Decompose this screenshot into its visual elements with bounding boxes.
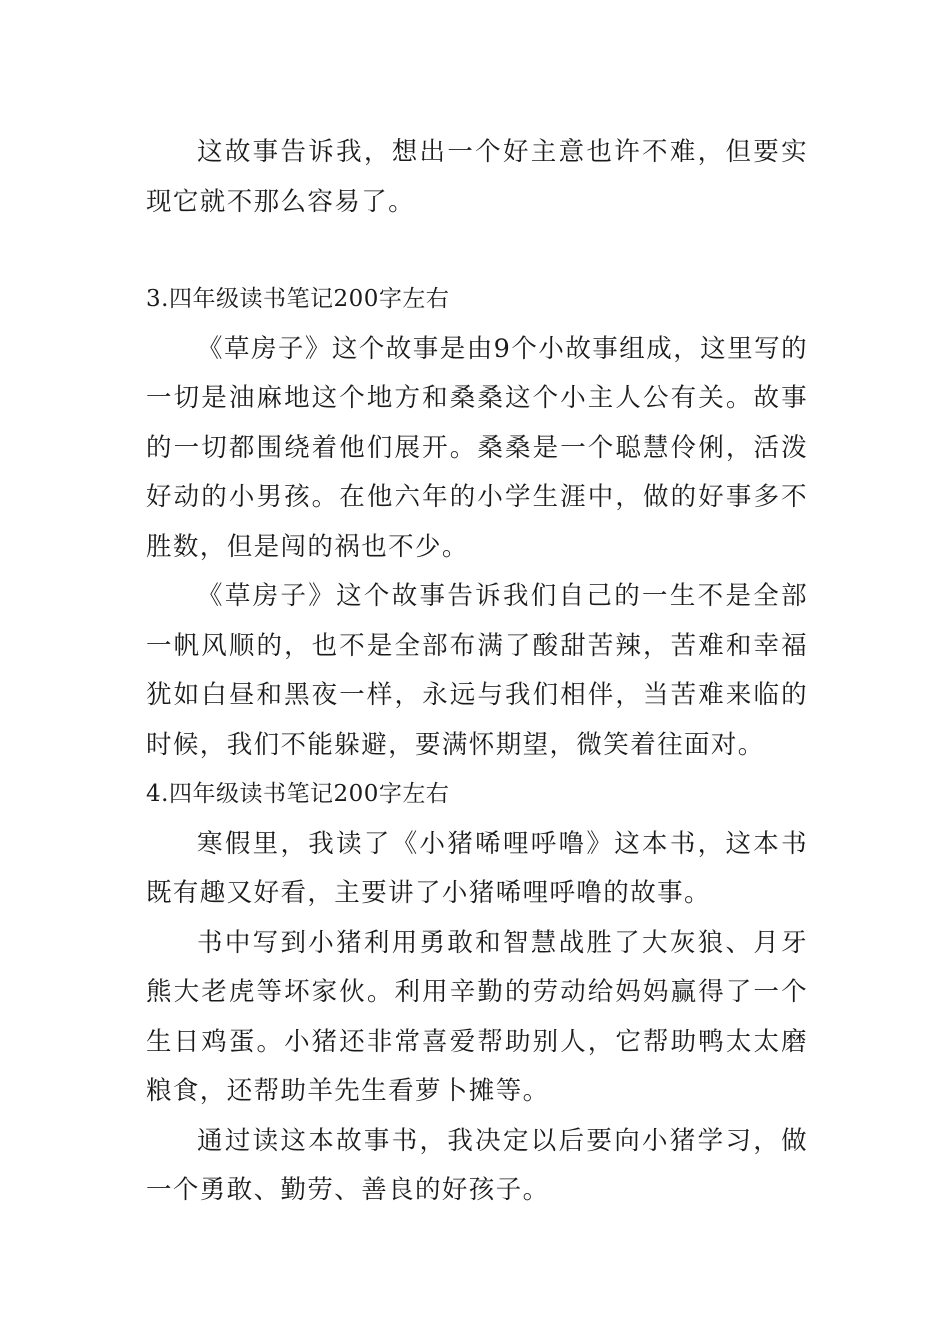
section-heading-4: 4.四年级读书笔记200字左右: [146, 781, 450, 807]
paragraph-cao-fangzi-intro: 《草房子》这个故事是由9个小故事组成，这里写的一切是油麻地这个地方和桑桑这个小主人公有关。故事的一切都围绕着他们展开。桑桑是一个聪慧伶俐，活泼好动的小男孩。在他六年的小学生涯中，做的好事多不胜数，但是闯的祸也不少。: [146, 333, 808, 562]
paragraph-piglet-intro: 寒假里，我读了《小猪唏哩呼噜》这本书，这本书既有趣又好看，主要讲了小猪唏哩呼噜的故事。: [146, 828, 808, 908]
section-gap: [146, 227, 808, 275]
paragraph-story-moral: 这故事告诉我，想出一个好主意也许不难，但要实现它就不那么容易了。: [146, 137, 808, 217]
section-heading-3: 3.四年级读书笔记200字左右: [146, 286, 450, 312]
paragraph-cao-fangzi-reflection: 《草房子》这个故事告诉我们自己的一生不是全部一帆风顺的，也不是全部布满了酸甜苦辣，苦难和幸福犹如白昼和黑夜一样，永远与我们相伴，当苦难来临的时候，我们不能躲避，要满怀期望，微笑着往面对。: [146, 581, 808, 760]
paragraph-piglet-conclusion: 通过读这本故事书，我决定以后要向小猪学习，做一个勇敢、勤劳、善良的好孩子。: [146, 1125, 808, 1205]
document-page: [146, 128, 808, 1216]
paragraph-piglet-deeds: 书中写到小猪利用勇敢和智慧战胜了大灰狼、月牙熊大老虎等坏家伙。利用辛勤的劳动给妈妈赢得了一个生日鸡蛋。小猪还非常喜爱帮助别人，它帮助鸭太太磨粮食，还帮助羊先生看萝卜摊等。: [146, 927, 808, 1106]
